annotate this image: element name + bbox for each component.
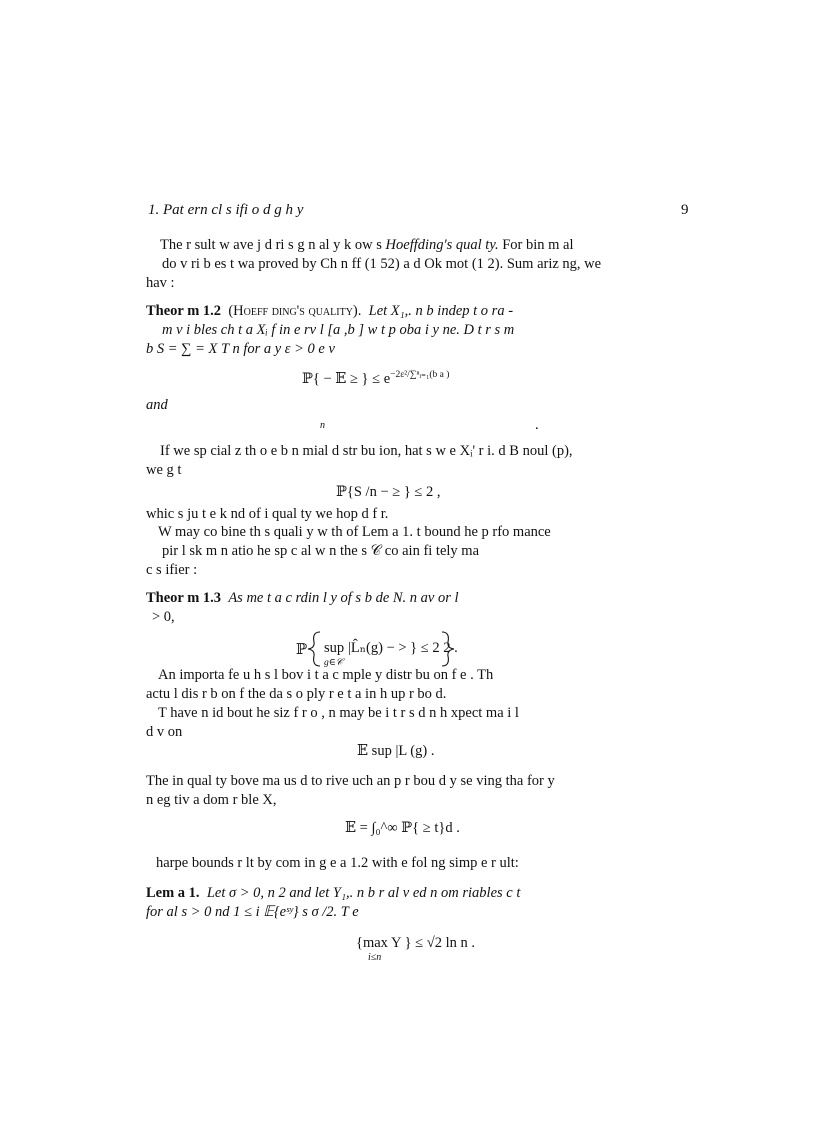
paragraph-1-line-3: hav : bbox=[146, 275, 175, 291]
paragraph-3-line-3: T have n id bout he siz f r o , n may be i t r s d n h xpect ma i l bbox=[158, 705, 519, 721]
paragraph-3-line-6: n eg tiv a dom r ble X, bbox=[146, 792, 277, 808]
theorem-label: Theor m 1.3 bbox=[146, 590, 222, 606]
paragraph-2-line-4: W may co bine th s quali y w th of Lem a 1. t bound he p rfo mance bbox=[158, 524, 551, 540]
paragraph-2-line-5: pir l sk m n atio he sp c al w n the s 𝒞 co ain fi tely ma bbox=[162, 543, 480, 559]
theorem-text: Let X₁,. n b indep t o ra - bbox=[368, 303, 514, 319]
page-number: 9 bbox=[681, 202, 689, 218]
hoeffding-inequality bbox=[302, 369, 449, 388]
paragraph-2-line-1: If we sp cial z th o e b n mial d str bu ion, hat s w e Xᵢ' r i. d B noul (p), bbox=[160, 443, 573, 459]
paragraph-1-line-1 bbox=[160, 236, 574, 254]
paragraph-3-line-1: An importa fe u h s l bov i t a c mple y distr bu on f e . Th bbox=[158, 667, 494, 683]
sup-subscript: g∈𝒞 bbox=[324, 658, 343, 668]
paragraph-3-line-5: The in qual ty bove ma us d to rive uch an p r bou d y se ving tha for y bbox=[146, 773, 555, 789]
binomial-inequality: ℙ{S /n − ≥ } ≤ 2 , bbox=[336, 484, 441, 500]
running-title: 1. Pat ern cl s ifi o d g h y bbox=[148, 202, 304, 218]
equation-exponent: −2ε²/∑ⁿᵢ₌₁(b a ) bbox=[390, 370, 450, 380]
lemma-label: Lem a 1. bbox=[146, 885, 200, 901]
left-brace bbox=[308, 632, 320, 666]
and-word: and bbox=[146, 397, 168, 413]
theorem-1-3-line-2: > 0, bbox=[152, 609, 175, 625]
equation-main: ℙ{ − 𝔼 ≥ } ≤ e bbox=[302, 370, 391, 387]
equation-2-period: . bbox=[535, 417, 539, 433]
theorem-1-3-line-1 bbox=[146, 589, 459, 607]
paragraph-2-line-6: c s ifier : bbox=[146, 562, 198, 578]
theorem-1-2-line-3: b S = ∑ = X T n for a y ε > 0 e v bbox=[146, 341, 335, 357]
paragraph-3-line-4: d v on bbox=[146, 724, 183, 740]
text-run: The r sult w ave j d ri s g n al y k ow s bbox=[160, 237, 386, 253]
lemma-line-2: for al s > 0 nd 1 ≤ i 𝔼{eˢʸ} s σ /2. T e bbox=[146, 904, 359, 920]
max-bound-equation: {max Y } ≤ √2 ln n . bbox=[356, 935, 475, 951]
paragraph-3-line-7: harpe bounds r lt by com in g e a 1.2 with e fol ng simp e r ult: bbox=[156, 855, 519, 871]
theorem-text: As me t a c rdin l y of s b de N. n av or l bbox=[228, 590, 459, 606]
theorem-1-2-line-1 bbox=[146, 302, 513, 320]
emphasis-hoeffding: Hoeffding's qual ty. bbox=[385, 237, 499, 253]
text-run: For bin m al bbox=[498, 237, 574, 253]
sup-operator: sup bbox=[324, 640, 345, 656]
theorem-name: (Hoeff ding's quality). bbox=[228, 303, 362, 319]
integral-equation: 𝔼 = ∫₀^∞ ℙ{ ≥ t}d . bbox=[345, 820, 460, 836]
probability-symbol: ℙ bbox=[296, 642, 308, 658]
lemma-text: Let σ > 0, n 2 and let Y₁,. n b r al v ed n om riables c t bbox=[206, 885, 521, 901]
equation-body: |L̂ₙ(g) − > } ≤ 2 2 . bbox=[348, 640, 458, 656]
theorem-1-2-line-2: m v i bles ch t a Xᵢ f in e rv l [a ,b ] w t p oba i y ne. D t r s m bbox=[162, 322, 515, 338]
paragraph-2-line-3: whic s ju t e k nd of i qual ty we hop d f r. bbox=[146, 506, 389, 522]
expected-sup-equation: 𝔼 sup |L (g) . bbox=[357, 743, 435, 759]
theorem-label: Theor m 1.2 bbox=[146, 303, 222, 319]
paragraph-3-line-2: actu l dis r b on f the da s o ply r e t a in h up r bo d. bbox=[146, 686, 447, 702]
uniform-deviation-equation bbox=[290, 624, 560, 672]
paragraph-2-line-2: we g t bbox=[146, 462, 182, 478]
paragraph-1-line-2: do v ri b es t wa proved by Ch n ff (1 52) a d Ok mot (1 2). Sum ariz ng, we bbox=[162, 256, 602, 272]
equation-2-subscript: n bbox=[320, 420, 325, 431]
max-subscript: i≤n bbox=[368, 952, 382, 963]
lemma-line-1 bbox=[146, 884, 520, 902]
